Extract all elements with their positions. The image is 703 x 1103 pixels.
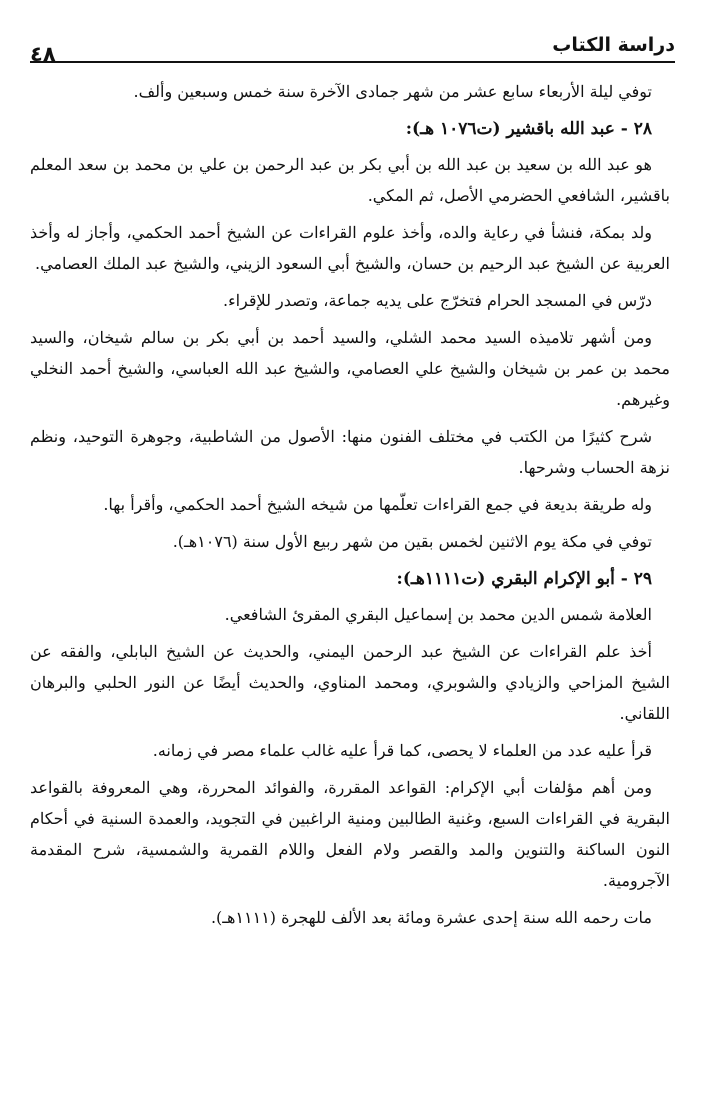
section-heading: ٢٩ - أبو الإكرام البقري (ت١١١١هـ): [396, 569, 652, 589]
paragraph: ولد بمكة، فنشأ في رعاية والده، وأخذ علوم القراءات عن الشيخ أحمد الحكمي، وأجاز له وأخذ العربية عن الشيخ عبد الرحيم بن حسان، والشيخ أبي السعود الزيني، والشيخ عبد الملك العصامي. [30, 223, 670, 273]
paragraph: وله طريقة بديعة في جمع القراءات تعلّمها من شيخه الشيخ أحمد الحكمي، وأقرأ بها. [103, 495, 652, 514]
paragraph: ومن أهم مؤلفات أبي الإكرام: القواعد المقررة، والفوائد المحررة، وهي المعروفة بالقواعد البقرية في القراءات السبع، وغنية الطالبين ومنية الراغبين في التجويد، والعمدة السنية في أحكام النون الساكنة والتنوين والمد والقصر ولام الفعل واللام القمرية والشمسية، شرح المقدمة الآجرومية. [30, 778, 670, 890]
paragraph: ومن أشهر تلاميذه السيد محمد الشلي، والسيد أحمد بن أبي بكر بن سالم شيخان، والسيد محمد بن عمر بن شيخان والشيخ علي العصامي، والشيخ عبد الله العباسي، والشيخ أحمد النخلي وغيرهم. [30, 328, 670, 409]
paragraph: مات رحمه الله سنة إحدى عشرة ومائة بعد الألف للهجرة (١١١١هـ). [210, 908, 652, 927]
paragraph: العلامة شمس الدين محمد بن إسماعيل البقري المقرئ الشافعي. [224, 605, 652, 624]
page-body [30, 76, 670, 939]
page-number: ٤٨ [30, 42, 56, 66]
paragraph: درّس في المسجد الحرام فتخرّج على يديه جماعة، وتصدر للإقراء. [223, 291, 652, 310]
section-heading: ٢٨ - عبد الله باقشير (ت١٠٧٦ هـ): [405, 119, 652, 139]
header-rule [30, 61, 675, 63]
paragraph: هو عبد الله بن سعيد بن عبد الله بن أبي بكر بن عبد الرحمن بن علي بن محمد بن سعد المعلم باقشير، الشافعي الحضرمي الأصل، ثم المكي. [30, 155, 670, 205]
paragraph: توفي في مكة يوم الاثنين لخمس بقين من شهر ربيع الأول سنة (١٠٧٦هـ). [172, 532, 652, 551]
paragraph: أخذ علم القراءات عن الشيخ عبد الرحمن اليمني، والحديث عن الشيخ البابلي، والفقه عن الشيخ المزاحي والزيادي والشوبري، ومحمد المناوي، والحديث أيضًا عن النور الحلبي والبرهان اللقاني. [30, 642, 670, 723]
page-header [30, 30, 675, 70]
paragraph: شرح كثيرًا من الكتب في مختلف الفنون منها: الأصول من الشاطبية، وجوهرة التوحيد، ونظم نزهة الحساب وشرحها. [30, 427, 670, 477]
running-title: دراسة الكتاب [552, 34, 675, 56]
paragraph: قرأ عليه عدد من العلماء لا يحصى، كما قرأ عليه غالب علماء مصر في زمانه. [152, 741, 652, 760]
paragraph: توفي ليلة الأربعاء سابع عشر من شهر جمادى الآخرة سنة خمس وسبعين وألف. [133, 82, 652, 101]
